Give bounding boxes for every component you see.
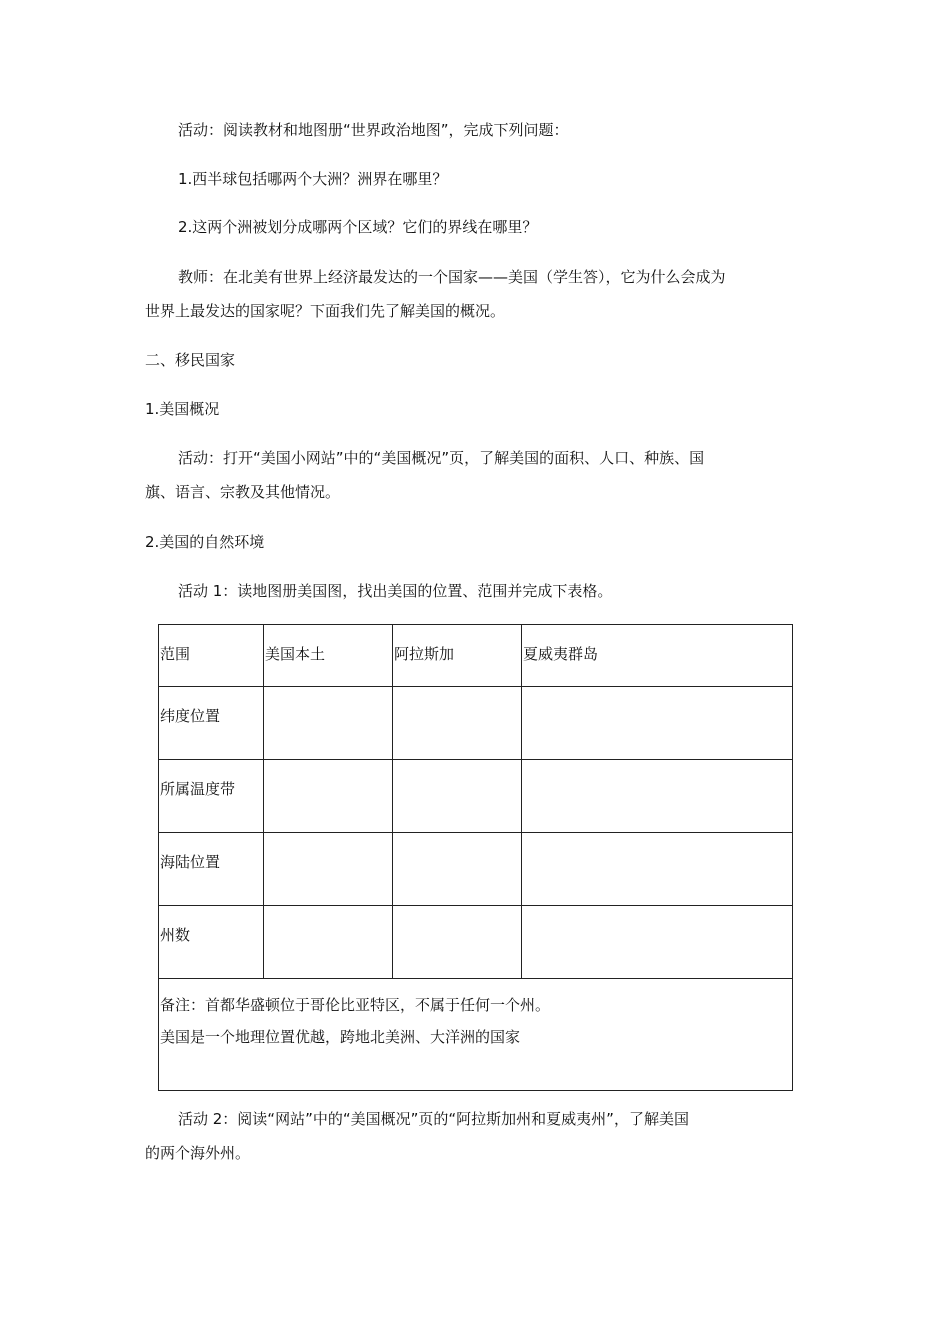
question-2: 2.这两个洲被划分成哪两个区域？它们的界线在哪里？: [178, 218, 538, 236]
table-row-label: 所属温度带: [159, 760, 264, 833]
paragraph-overview-activity-line-2: 旗、语言、宗教及其他情况。: [145, 483, 341, 501]
table-row: [159, 760, 793, 833]
table-row-label: 海陆位置: [159, 833, 264, 906]
table-note-cell: [159, 979, 793, 1091]
paragraph-activity-2-line-1: 活动 2：阅读“网站”中的“美国概况”页的“阿拉斯加州和夏威夷州”，了解美国: [178, 1110, 689, 1128]
table-header-cell: 夏威夷群岛: [522, 625, 793, 687]
table-cell: [264, 906, 393, 979]
section-heading-immigrant-country: 二、移民国家: [145, 351, 236, 369]
table-header-cell: 美国本土: [264, 625, 393, 687]
paragraph-activity-intro: 活动：阅读教材和地图册“世界政治地图”，完成下列问题：: [178, 121, 569, 139]
table-cell: [393, 687, 522, 760]
table-note-line-2: 美国是一个地理位置优越，跨地北美洲、大洋洲的国家: [160, 1028, 521, 1046]
table-note-row: [159, 979, 793, 1091]
table-row-label: 纬度位置: [159, 687, 264, 760]
paragraph-activity-2-line-2: 的两个海外州。: [145, 1144, 251, 1162]
table-cell: [393, 833, 522, 906]
location-table: [158, 624, 793, 1091]
table-note-line-1: 备注：首都华盛顿位于哥伦比亚特区，不属于任何一个州。: [160, 996, 551, 1014]
table-cell: [522, 906, 793, 979]
table-cell: [264, 760, 393, 833]
question-1: 1.西半球包括哪两个大洲？洲界在哪里？: [178, 170, 448, 188]
paragraph-activity-1: 活动 1：读地图册美国图，找出美国的位置、范围并完成下表格。: [178, 582, 613, 600]
subheading-natural-environment: 2.美国的自然环境: [145, 533, 265, 551]
table-header-cell: 范围: [159, 625, 264, 687]
table-cell: [522, 687, 793, 760]
table-row: [159, 833, 793, 906]
subheading-us-overview: 1.美国概况: [145, 400, 220, 418]
table-cell: [393, 760, 522, 833]
table-cell: [393, 906, 522, 979]
table-row: [159, 906, 793, 979]
table-cell: [522, 760, 793, 833]
table-header-cell: 阿拉斯加: [393, 625, 522, 687]
table-header-row: [159, 625, 793, 687]
paragraph-teacher-line-1: 教师：在北美有世界上经济最发达的一个国家——美国（学生答），它为什么会成为: [178, 268, 726, 286]
table-cell: [522, 833, 793, 906]
table-row: [159, 687, 793, 760]
table-cell: [264, 687, 393, 760]
table-cell: [264, 833, 393, 906]
paragraph-overview-activity-line-1: 活动：打开“美国小网站”中的“美国概况”页，了解美国的面积、人口、种族、国: [178, 449, 705, 467]
paragraph-teacher-line-2: 世界上最发达的国家呢？下面我们先了解美国的概况。: [145, 302, 506, 320]
table-row-label: 州数: [159, 906, 264, 979]
